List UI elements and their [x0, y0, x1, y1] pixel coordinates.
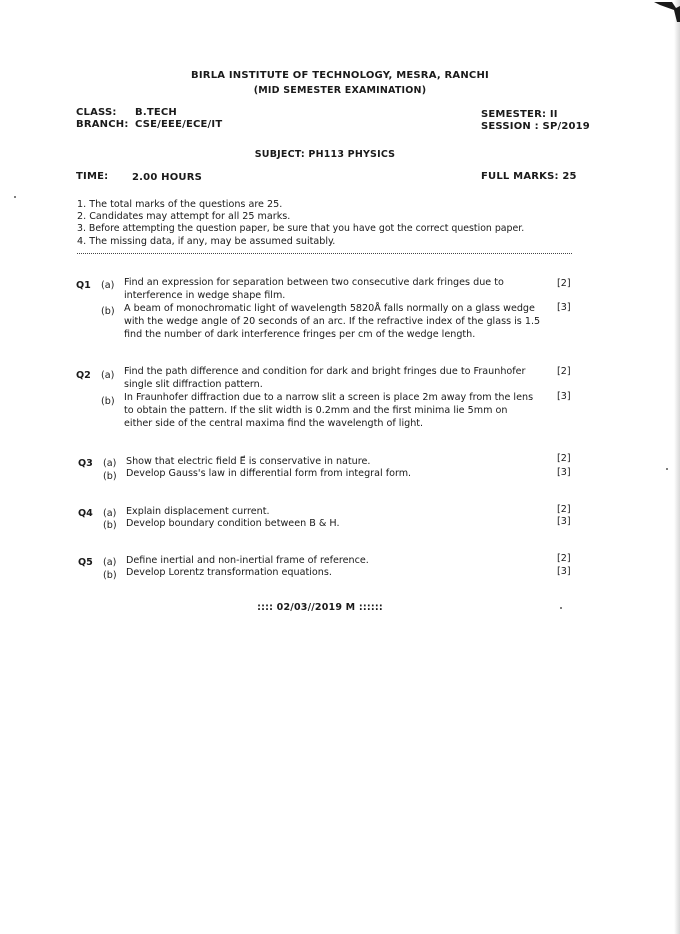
question-line: Find the path difference and condition for dark and bright fringes due to Fraunhofer: [124, 366, 526, 377]
separator-line: [77, 253, 572, 254]
question-line: single slit diffraction pattern.: [124, 379, 263, 390]
instruction-4: 4. The missing data, if any, may be assumed suitably.: [77, 236, 336, 247]
marks: [2]: [557, 366, 571, 377]
instruction-3: 3. Before attempting the question paper, be sure that you have got the correct question paper.: [77, 223, 525, 234]
question-number: Q4: [78, 508, 93, 519]
scan-speck: [14, 196, 16, 198]
marks: [2]: [557, 278, 571, 289]
question-line: A beam of monochromatic light of wavelength 5820Å falls normally on a glass wedge: [124, 303, 535, 314]
question-line: Show that electric field E⃗ is conservative in nature.: [126, 456, 371, 467]
branch-label: BRANCH:: [76, 119, 129, 130]
instruction-1: 1. The total marks of the questions are 25.: [77, 199, 283, 210]
footer-date: :::: 02/03//2019 M ::::::: [257, 602, 383, 613]
part-label: (b): [103, 471, 117, 482]
question-line: In Fraunhofer diffraction due to a narrow slit a screen is place 2m away from the lens: [124, 392, 534, 403]
marks: [3]: [557, 302, 571, 313]
question-line: Develop boundary condition between B & H.: [126, 518, 340, 529]
marks: [2]: [557, 453, 571, 464]
semester: SEMESTER: II: [481, 109, 558, 120]
institute-title: BIRLA INSTITUTE OF TECHNOLOGY, MESRA, RANCHI: [191, 70, 489, 81]
question-line: find the number of dark interference fringes per cm of the wedge length.: [124, 329, 476, 340]
class-value: B.TECH: [135, 107, 177, 118]
question-line: Develop Gauss's law in differential form from integral form.: [126, 468, 412, 479]
full-marks: FULL MARKS: 25: [481, 171, 577, 182]
part-label: (b): [103, 520, 117, 531]
scan-speck: [666, 468, 668, 470]
question-line: interference in wedge shape film.: [124, 290, 286, 301]
question-number: Q3: [78, 458, 93, 469]
part-label: (a): [103, 508, 117, 519]
marks: [3]: [557, 566, 571, 577]
marks: [2]: [557, 553, 571, 564]
part-label: (b): [103, 570, 117, 581]
marks: [3]: [557, 516, 571, 527]
part-label: (a): [103, 458, 117, 469]
exam-title: (MID SEMESTER EXAMINATION): [253, 85, 427, 96]
time-label: TIME:: [76, 171, 109, 182]
instruction-2: 2. Candidates may attempt for all 25 marks.: [77, 211, 291, 222]
part-label: (a): [101, 370, 115, 381]
marks: [2]: [557, 504, 571, 515]
part-label: (a): [103, 557, 117, 568]
question-line: Define inertial and non-inertial frame of reference.: [126, 555, 369, 566]
subject: SUBJECT: PH113 PHYSICS: [254, 149, 396, 160]
marks: [3]: [557, 391, 571, 402]
question-line: Explain displacement current.: [126, 506, 270, 517]
scan-speck: [560, 607, 562, 609]
branch-value: CSE/EEE/ECE/IT: [135, 119, 223, 130]
part-label: (b): [101, 306, 115, 317]
question-line: with the wedge angle of 20 seconds of an arc. If the refractive index of the glass is 1.5: [124, 316, 541, 327]
part-label: (b): [101, 396, 115, 407]
class-label: CLASS:: [76, 107, 117, 118]
question-line: either side of the central maxima find the wavelength of light.: [124, 418, 424, 429]
session: SESSION : SP/2019: [481, 121, 590, 132]
question-number: Q2: [76, 370, 91, 381]
marks: [3]: [557, 467, 571, 478]
question-number: Q1: [76, 280, 91, 291]
question-line: Develop Lorentz transformation equations.: [126, 567, 332, 578]
question-line: to obtain the pattern. If the slit width is 0.2mm and the first minima lie 5mm on: [124, 405, 508, 416]
question-number: Q5: [78, 557, 93, 568]
part-label: (a): [101, 280, 115, 291]
corner-scan-mark: [650, 0, 680, 22]
scan-edge-shadow: [674, 0, 680, 934]
question-line: Find an expression for separation between two consecutive dark fringes due to: [124, 277, 504, 288]
time-value: 2.00 HOURS: [132, 172, 203, 183]
